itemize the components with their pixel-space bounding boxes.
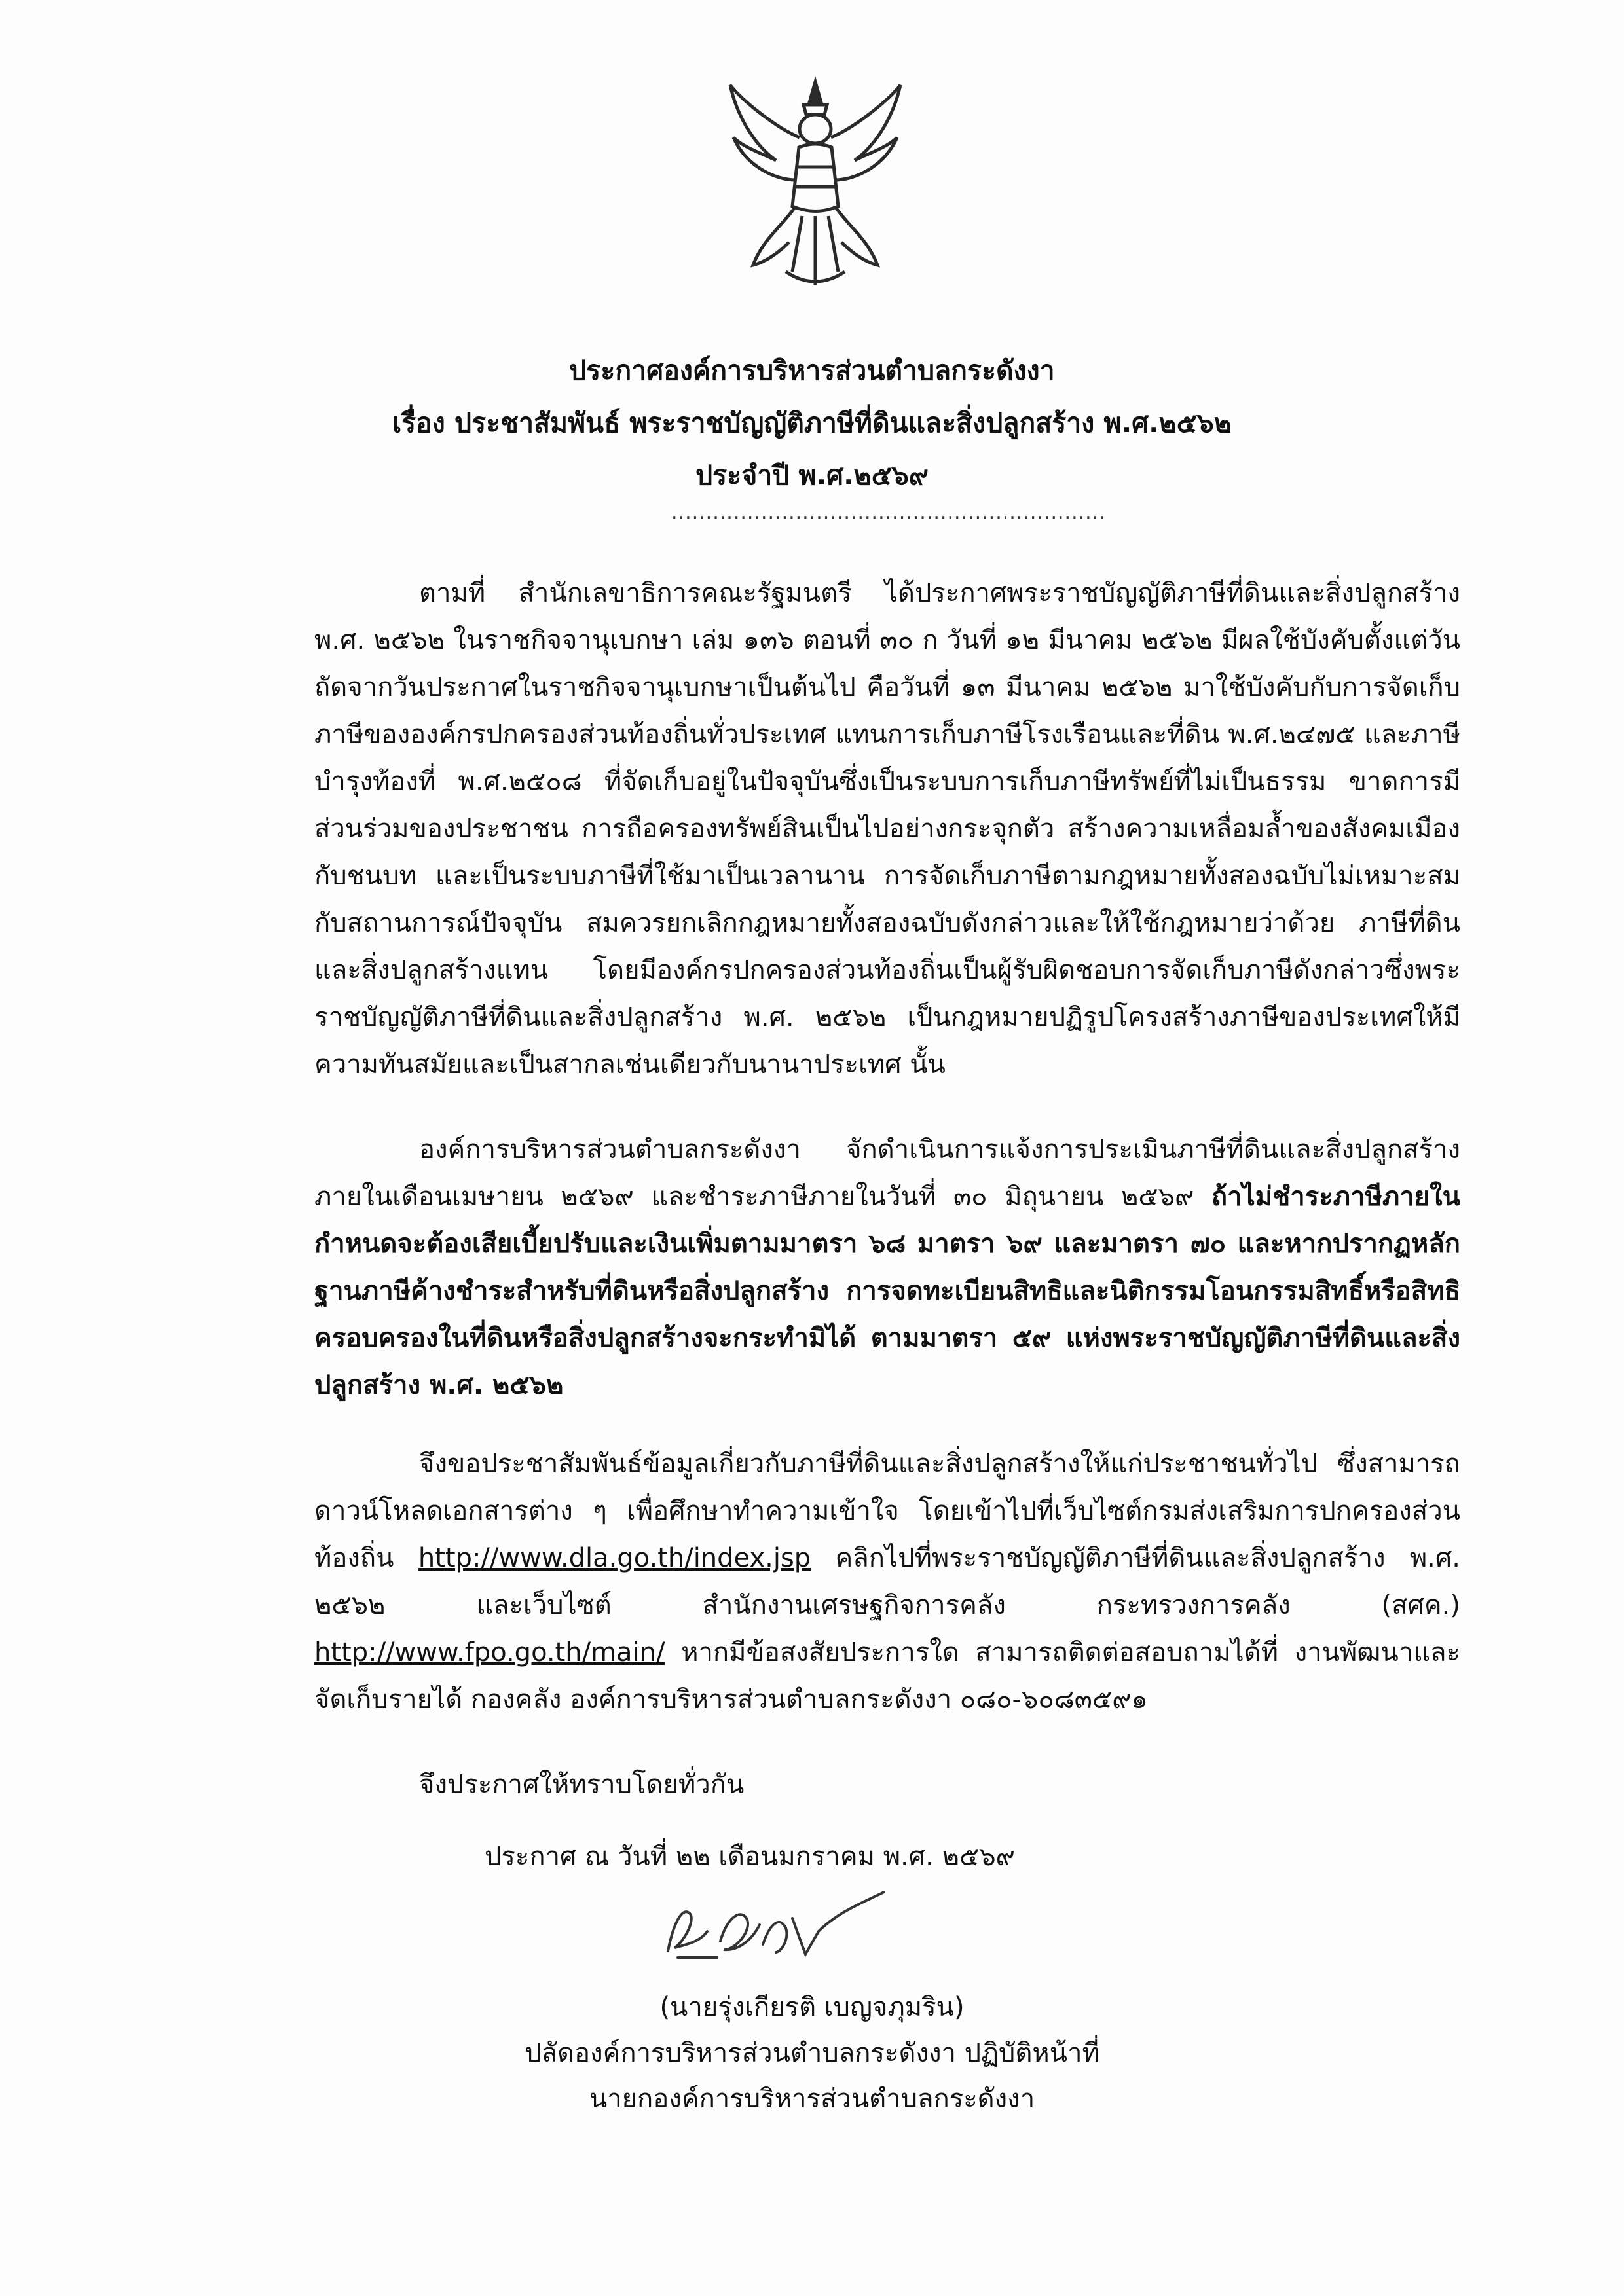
announcement-date: ประกาศ ณ วันที่ ๒๒ เดือนมกราคม พ.ศ. ๒๕๖๙	[485, 1842, 1015, 1872]
pr-text-part1: จึงขอประชาสัมพันธ์ข้อมูลเกี่ยวกับภาษีที่ดินและสิ่งปลูกสร้างให้แก่ประชาชนทั่วไป ซึ่งสามารถดาวน์โหลดเอกสารต่าง ๆ เพื่อศึกษาทำความเข้าใจ โดยเข้าไปที่เว็บไซต์กรมส่งเสริมการปกครองส่วนท้องถิ่น	[314, 1449, 1460, 1573]
paragraph-tax-schedule	[314, 1126, 1460, 1409]
paragraph-background: ตามที่ สำนักเลขาธิการคณะรัฐมนตรี ได้ประกาศพระราชบัญญัติภาษีที่ดินและสิ่งปลูกสร้าง พ.ศ. ๒๕๖๒ ในราชกิจจานุเบกษา เล่ม ๑๓๖ ตอนที่ ๓๐ ก วันที่ ๑๒ มีนาคม ๒๕๖๒ มีผลใช้บังคับตั้งแต่วันถัดจากวันประกาศในราชกิจจานุเบกษาเป็นต้นไป คือวันที่ ๑๓ มีนาคม ๒๕๖๒ มาใช้บังคับกับการจัดเก็บภาษีขององค์กรปกครองส่วนท้องถิ่นทั่วประเทศ แทนการเก็บภาษีโรงเรือนและที่ดิน พ.ศ.๒๔๗๕ และภาษีบำรุงท้องที่ พ.ศ.๒๕๐๘ ที่จัดเก็บอยู่ในปัจจุบันซึ่งเป็นระบบการเก็บภาษีทรัพย์ที่ไม่เป็นธรรม ขาดการมีส่วนร่วมของประชาชน การถือครองทรัพย์สินเป็นไปอย่างกระจุกตัว สร้างความเหลื่อมล้ำของสังคมเมืองกับชนบท และเป็นระบบภาษีที่ใช้มาเป็นเวลานาน การจัดเก็บภาษีตามกฎหมายทั้งสองฉบับไม่เหมาะสมกับสถานการณ์ปัจจุบัน สมควรยกเลิกกฎหมายทั้งสองฉบับดังกล่าวและให้ใช้กฎหมายว่าด้วย ภาษีที่ดินและสิ่งปลูกสร้างแทน โดยมีองค์กรปกครองส่วนท้องถิ่นเป็นผู้รับผิดชอบการจัดเก็บภาษีดังกล่าวซึ่งพระราชบัญญัติภาษีที่ดินและสิ่งปลูกสร้าง พ.ศ. ๒๕๖๒ เป็นกฎหมายปฏิรูปโครงสร้างภาษีของประเทศให้มีความทันสมัยและเป็นสากลเช่นเดียวกับนานาประเทศ นั้น	[314, 578, 1460, 1080]
signer-name: (นายรุ่งเกียรติ เบญจภุมริน)	[659, 1992, 965, 2022]
tax-schedule-text: องค์การบริหารส่วนตำบลกระดังงา จักดำเนินการแจ้งการประเมินภาษีที่ดินและสิ่งปลูกสร้าง ภายในเดือนเมษายน ๒๕๖๙ และชำระภาษีภายในวันที่ ๓๐ มิถุนายน ๒๕๖๙	[314, 1135, 1460, 1212]
penalty-warning-text: ถ้าไม่ชำระภาษีภายในกำหนดจะต้องเสียเบี้ยปรับและเงินเพิ่มตามมาตรา ๖๘ มาตรา ๖๙ และมาตรา ๗๐ และหากปรากฏหลักฐานภาษีค้างชำระสำหรับที่ดินหรือสิ่งปลูกสร้าง การจดทะเบียนสิทธิและนิติกรรมโอนกรรมสิทธิ์หรือสิทธิครอบครองในที่ดินหรือสิ่งปลูกสร้างจะกระทำมิได้ ตามมาตรา ๕๙ แห่งพระราชบัญญัติภาษีที่ดินและสิ่งปลูกสร้าง พ.ศ. ๒๕๖๒	[314, 1182, 1460, 1400]
announcement-title: ประกาศองค์การบริหารส่วนตำบลกระดังงา	[569, 355, 1055, 386]
paragraph-public-relations	[314, 1440, 1460, 1723]
closing-announcement: จึงประกาศให้ทราบโดยทั่วกัน	[419, 1770, 745, 1800]
signer-position-line2: นายกองค์การบริหารส่วนตำบลกระดังงา	[589, 2084, 1035, 2114]
title-divider: ...............................................................	[671, 501, 1106, 524]
signature-icon	[655, 1879, 891, 1977]
pr-text-part2: คลิกไปที่พระราชบัญญัติภาษีที่ดินและสิ่งปลูกสร้าง พ.ศ. ๒๕๖๒ และเว็บไซต์ สำนักงานเศรษฐกิจการคลัง กระทรวงการคลัง (สศค.)	[314, 1543, 1461, 1620]
fpo-website-link[interactable]: http://www.fpo.go.th/main/	[314, 1637, 665, 1667]
announcement-year: ประจำปี พ.ศ.๒๕๖๙	[695, 460, 929, 491]
signer-position-line1: ปลัดองค์การบริหารส่วนตำบลกระดังงา ปฏิบัติหน้าที่	[525, 2038, 1099, 2068]
announcement-subject: เรื่อง ประชาสัมพันธ์ พระราชบัญญัติภาษีที่ดินและสิ่งปลูกสร้าง พ.ศ.๒๕๖๒	[392, 407, 1232, 439]
pr-text-part3: หากมีข้อสงสัยประการใด สามารถติดต่อสอบถามได้ที่ งานพัฒนาและจัดเก็บรายได้ กองคลัง องค์การบริหารส่วนตำบลกระดังงา ๐๘๐-๖๐๘๓๕๙๑	[314, 1637, 1460, 1715]
dla-website-link[interactable]: http://www.dla.go.th/index.jsp	[418, 1543, 811, 1573]
garuda-emblem-icon	[717, 75, 913, 298]
